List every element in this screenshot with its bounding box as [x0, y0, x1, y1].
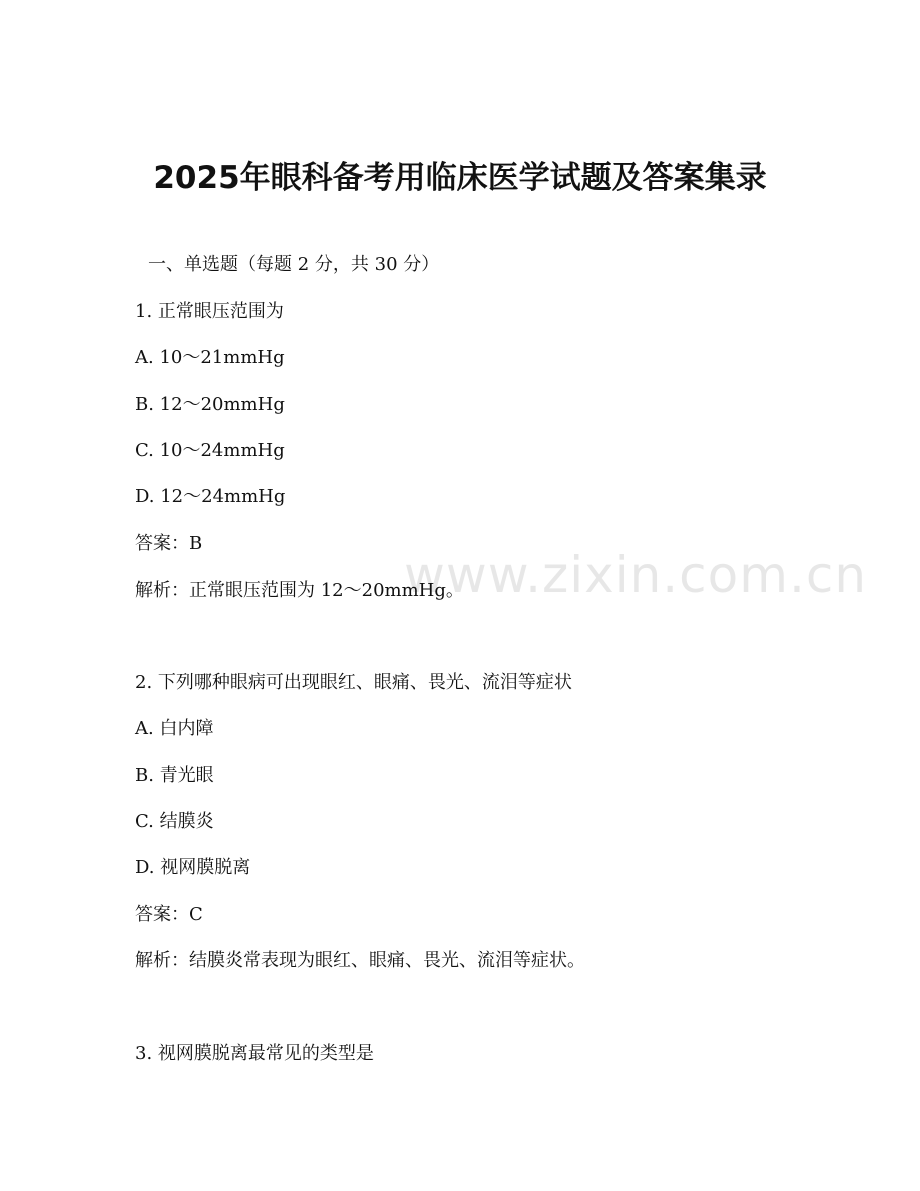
question-1-analysis: 解析：正常眼压范围为 12～20mmHg。 — [135, 580, 464, 601]
question-2-option-d: D. 视网膜脱离 — [135, 857, 251, 878]
question-2-option-b: B. 青光眼 — [135, 765, 214, 786]
question-2-stem: 2. 下列哪种眼病可出现眼红、眼痛、畏光、流泪等症状 — [135, 672, 572, 693]
section-heading: 一、单选题（每题 2 分，共 30 分） — [148, 254, 440, 275]
document-title: 2025年眼科备考用临床医学试题及答案集录 — [153, 160, 767, 196]
question-2-option-c: C. 结膜炎 — [135, 811, 214, 832]
question-1-option-a: A. 10～21mmHg — [135, 347, 285, 368]
question-1-option-c: C. 10～24mmHg — [135, 440, 285, 461]
question-2-option-a: A. 白内障 — [135, 718, 214, 739]
question-1-option-b: B. 12～20mmHg — [135, 394, 285, 415]
question-1-option-d: D. 12～24mmHg — [135, 486, 286, 507]
watermark: www.zixin.com.cn — [404, 546, 868, 604]
question-3-stem: 3. 视网膜脱离最常见的类型是 — [135, 1043, 374, 1064]
question-1-answer: 答案：B — [135, 533, 203, 554]
question-2-analysis: 解析：结膜炎常表现为眼红、眼痛、畏光、流泪等症状。 — [135, 950, 585, 971]
question-1-stem: 1. 正常眼压范围为 — [135, 301, 284, 322]
question-2-answer: 答案：C — [135, 904, 203, 925]
